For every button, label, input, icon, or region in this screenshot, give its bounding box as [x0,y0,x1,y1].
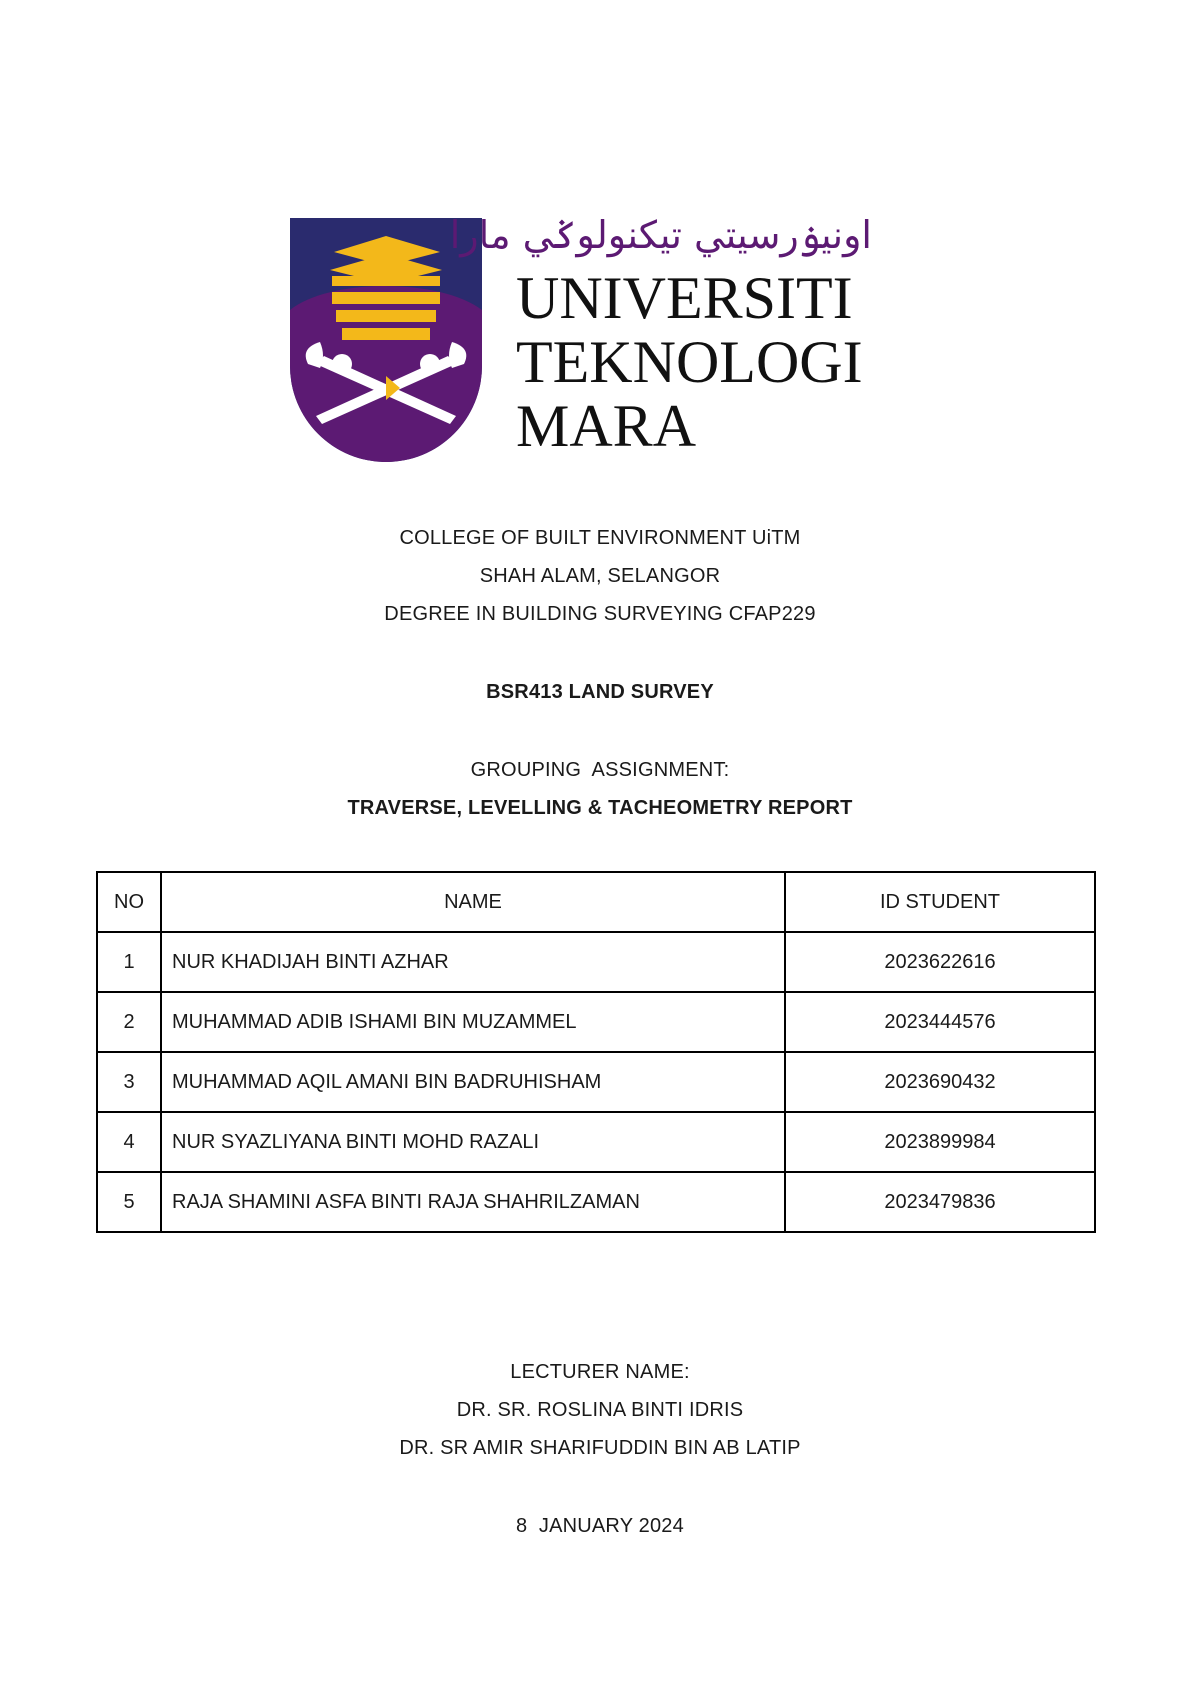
lecturer-label: LECTURER NAME: [510,1361,690,1383]
student-name: MUHAMMAD ADIB ISHAMI BIN MUZAMMEL [161,992,785,1052]
table-header-row [97,872,1095,932]
table-row [97,1052,1095,1112]
assignment-label: GROUPING ASSIGNMENT: [470,759,730,781]
header-id-student: ID STUDENT [785,872,1095,932]
row-number: 5 [97,1172,161,1232]
college-name: COLLEGE OF BUILT ENVIRONMENT UiTM [399,527,801,549]
university-name-line-2: TEKNOLOGI [516,329,863,395]
jawi-university-name: اونيۏرسيتي تيکنولوݢي مارا [449,213,872,257]
group-members-table [96,871,1096,1233]
student-id: 2023444576 [785,992,1095,1052]
student-id: 2023690432 [785,1052,1095,1112]
student-name: RAJA SHAMINI ASFA BINTI RAJA SHAHRILZAMAN [161,1172,785,1232]
student-id: 2023622616 [785,932,1095,992]
header-name: NAME [161,872,785,932]
row-number: 1 [97,932,161,992]
row-number: 2 [97,992,161,1052]
uitm-logo [290,213,872,463]
student-id: 2023899984 [785,1112,1095,1172]
campus-location: SHAH ALAM, SELANGOR [479,565,721,587]
row-number: 4 [97,1112,161,1172]
program-name: DEGREE IN BUILDING SURVEYING CFAP229 [384,603,816,625]
student-name: NUR SYAZLIYANA BINTI MOHD RAZALI [161,1112,785,1172]
lecturer-name-2: DR. SR AMIR SHARIFUDDIN BIN AB LATIP [399,1437,801,1459]
lecturer-name-1: DR. SR. ROSLINA BINTI IDRIS [456,1399,744,1421]
row-number: 3 [97,1052,161,1112]
course-title: BSR413 LAND SURVEY [486,681,714,703]
submission-date: 8 JANUARY 2024 [516,1515,684,1537]
table-row [97,1172,1095,1232]
table-row [97,932,1095,992]
university-name-line-1: UNIVERSITI [516,265,853,331]
table-row [97,992,1095,1052]
header-no: NO [97,872,161,932]
university-name-line-3: MARA [516,393,697,459]
student-name: MUHAMMAD AQIL AMANI BIN BADRUHISHAM [161,1052,785,1112]
student-name: NUR KHADIJAH BINTI AZHAR [161,932,785,992]
student-id: 2023479836 [785,1172,1095,1232]
table-row [97,1112,1095,1172]
assignment-title: TRAVERSE, LEVELLING & TACHEOMETRY REPORT [347,797,853,819]
